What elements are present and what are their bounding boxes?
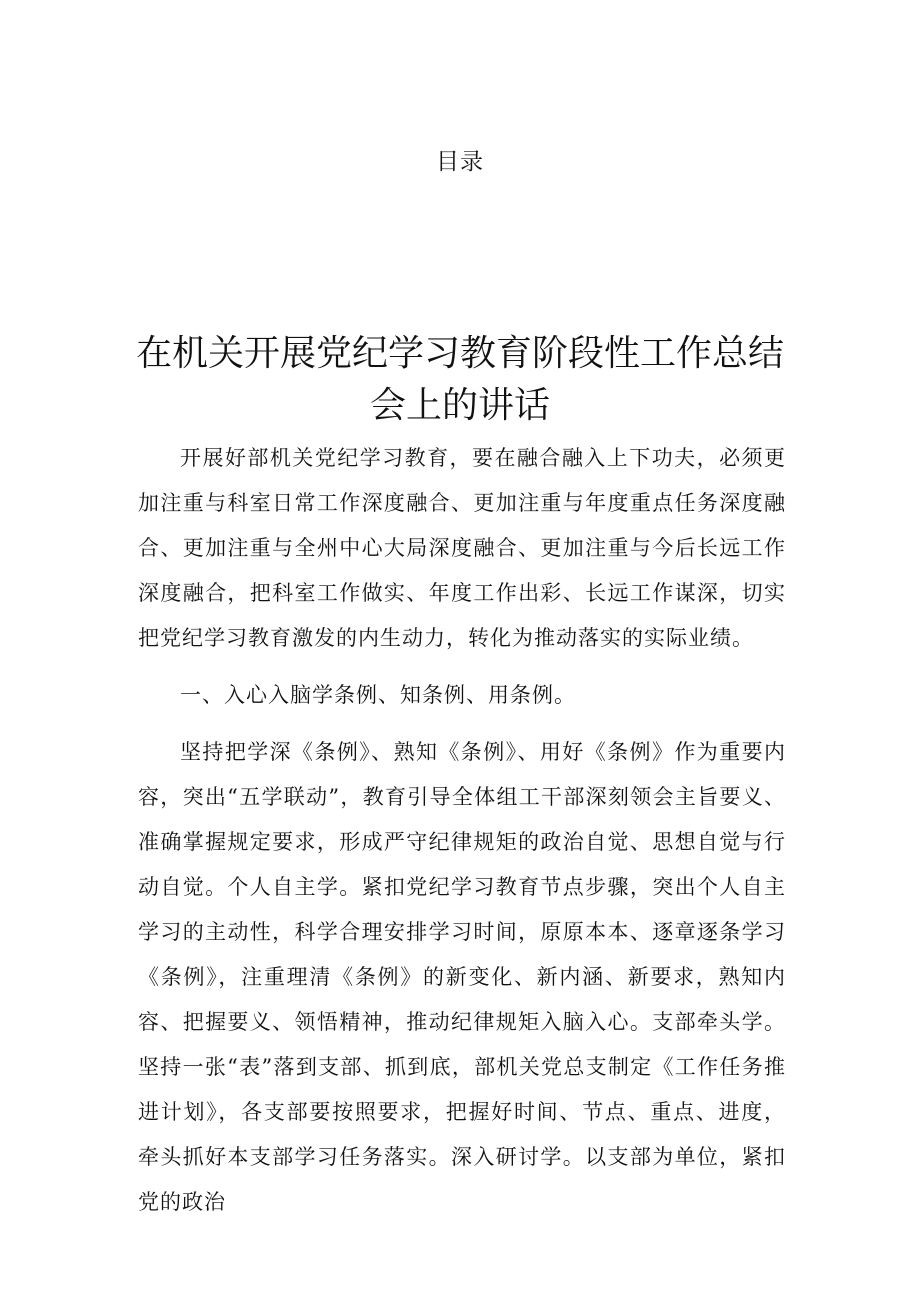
- document-body: [138, 436, 786, 1237]
- document-title-line-2: 会上的讲话: [369, 385, 550, 427]
- document-title: [130, 328, 790, 432]
- paragraph-section-1: 坚持把学深《条例》、熟知《条例》、用好《条例》作为重要内容，突出“五学联动”，教育引导全体组工干部深刻领会主旨要义、准确掌握规定要求，形成严守纪律规矩的政治自觉、思想自觉与行动自觉。个人自主学。紧扣党纪学习教育节点步骤，突出个人自主学习的主动性，科学合理安排学习时间，原原本本、逐章逐条学习《条例》，注重理清《条例》的新变化、新内涵、新要求，熟知内容、把握要义、领悟精神，推动纪律规矩入脑入心。支部牵头学。坚持一张“表”落到支部、抓到底，部机关党总支制定《工作任务推进计划》，各支部要按照要求，把握好时间、节点、重点、进度，牵头抓好本支部学习任务落实。深入研讨学。以支部为单位，紧扣党的政治: [138, 740, 786, 1214]
- paragraph-intro: 开展好部机关党纪学习教育，要在融合融入上下功夫，必须更加注重与科室日常工作深度融合、更加注重与年度重点任务深度融合、更加注重与全州中心大局深度融合、更加注重与今后长远工作深度融合，把科室工作做实、年度工作出彩、长远工作谋深，切实把党纪学习教育激发的内生动力，转化为推动落实的实际业绩。: [138, 446, 786, 650]
- section-heading-1: 一、入心入脑学条例、知条例、用条例。: [180, 683, 576, 707]
- toc-title: 目录: [436, 149, 484, 175]
- document-title-line-1: 在机关开展党纪学习教育阶段性工作总结: [135, 333, 784, 375]
